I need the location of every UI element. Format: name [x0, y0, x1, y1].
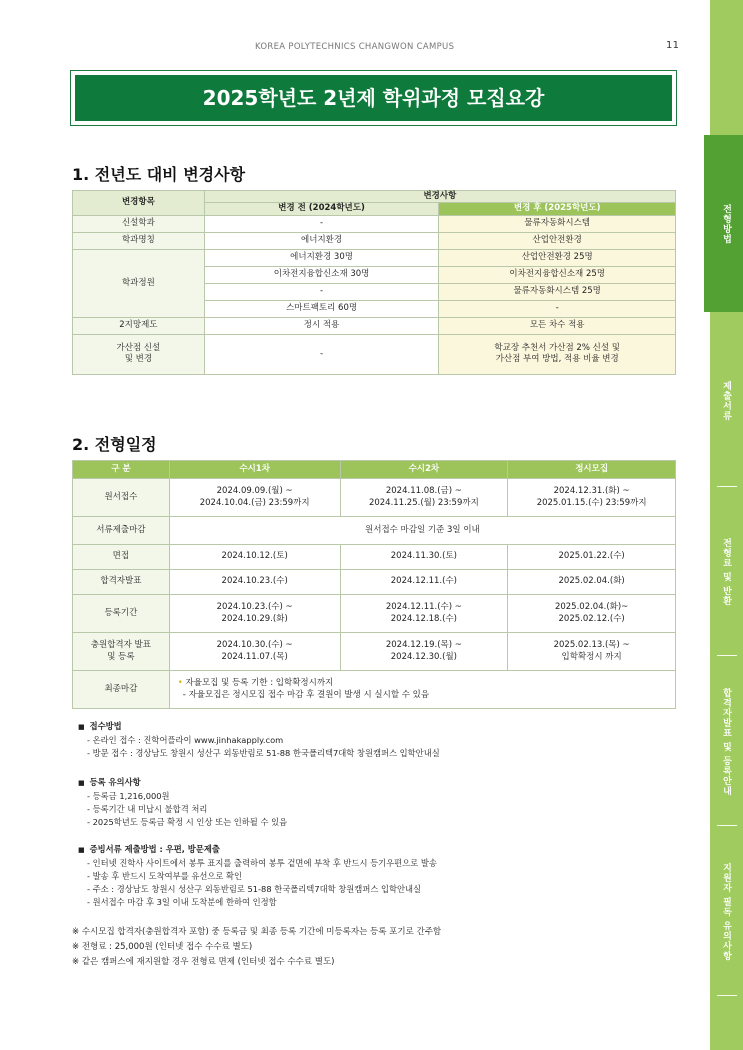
cell-before: - [204, 334, 439, 374]
cell-line: 입학확정시 까지 [561, 651, 622, 662]
cell-before: 스마트팩토리 60명 [204, 300, 439, 317]
row-label: 신설학과 [73, 215, 205, 232]
sidebar-tab-screening[interactable]: 전형방법 [721, 203, 731, 244]
row-label: 최종마감 [73, 671, 170, 709]
row-label-line: 가산점 신설 [116, 342, 161, 353]
note-item: - 주소 : 경상남도 창원시 성산구 외동반림로 51-88 한국폴리텍7대학 창원캠퍼스 입학안내실 [87, 884, 422, 894]
sidebar-tab-fee[interactable]: 전형료 및 반환 [721, 537, 731, 607]
row-label: 학과정원 [73, 249, 205, 317]
cell [169, 595, 340, 633]
cell-line: 2024.12.19.(목) ~ [385, 640, 462, 651]
cell [340, 633, 508, 671]
col-round1-header: 수시1차 [169, 461, 340, 479]
cell-line: - 자율모집은 정시모집 접수 마감 후 결원이 발생 시 실시할 수 있음 [182, 689, 430, 700]
cell-line: 2025.02.12.(수) [558, 613, 625, 624]
cell-line-text: 자율모집 및 등록 기한 : 입학확정시까지 [185, 678, 334, 689]
cell [508, 479, 676, 517]
col-category-header: 구 분 [73, 461, 170, 479]
cell-line: 2025.02.04.(화)~ [554, 602, 629, 613]
section1-heading: 1. 전년도 대비 변경사항 [72, 165, 246, 184]
cell-before: 이차전지융합신소재 30명 [204, 266, 439, 283]
sidebar-divider [717, 995, 737, 996]
row-label [73, 633, 170, 671]
row-label [73, 334, 205, 374]
cell-line: 2024.12.11.(수) ~ [385, 602, 462, 613]
sidebar-tab-notice[interactable]: 지원자 필독 유의사항 [721, 862, 731, 962]
row-label-line: 및 변경 [124, 354, 153, 365]
reference-note: ※ 같은 캠퍼스에 재지원할 경우 전형료 면제 (인터넷 접수 수수료 별도) [72, 957, 335, 967]
cell-line: 2024.12.30.(월) [390, 651, 457, 662]
cell-before: - [204, 215, 439, 232]
col-changes-header: 변경사항 [204, 191, 675, 203]
row-label: 등록기간 [73, 595, 170, 633]
note-item: - 발송 후 반드시 도착여부를 유선으로 확인 [87, 871, 243, 881]
notes-register [78, 776, 287, 829]
cell-before: - [204, 283, 439, 300]
cell-after: 물류자동화시스템 [439, 215, 676, 232]
cell-line: 2024.12.31.(화) ~ [553, 486, 630, 497]
row-label: 서류제출마감 [73, 517, 170, 545]
table-row [73, 517, 676, 545]
table-row [73, 570, 676, 595]
reference-note: ※ 수시모집 합격자(충원합격자 포함) 중 등록금 및 최종 등록 기간에 미등록자는 등록 포기로 간주함 [72, 927, 442, 937]
table-row [73, 633, 676, 671]
cell-after [439, 334, 676, 374]
note-title: ■ 접수방법 [78, 720, 440, 734]
reference-note: ※ 전형료 : 25,000원 (인터넷 접수 수수료 별도) [72, 942, 253, 952]
notes-apply [78, 720, 440, 760]
col-before-header: 변경 전 (2024학년도) [204, 203, 439, 215]
table-row [73, 545, 676, 570]
section2-heading: 2. 전형일정 [72, 435, 157, 454]
cell: 2024.10.12.(토) [169, 545, 340, 570]
sidebar-divider [717, 825, 737, 826]
table-row [73, 215, 676, 232]
cell-after: 산업안전환경 [439, 232, 676, 249]
row-label: 원서접수 [73, 479, 170, 517]
table-row [73, 595, 676, 633]
col-after-header: 변경 후 (2025학년도) [439, 203, 676, 215]
cell: 2025.01.22.(수) [508, 545, 676, 570]
table-row [73, 334, 676, 374]
campus-name: KOREA POLYTECHNICS CHANGWON CAMPUS [255, 42, 455, 52]
note-item: - 온라인 접수 : 진학어플라이 www.jinhakapply.com [87, 735, 284, 745]
schedule-table [72, 460, 676, 709]
cell-before: 에너지환경 30명 [204, 249, 439, 266]
cell-line: 2024.10.04.(금) 23:59까지 [199, 497, 310, 508]
cell-line [178, 678, 675, 689]
cell-after: 물류자동화시스템 25명 [439, 283, 676, 300]
cell [340, 595, 508, 633]
cell-after: - [439, 300, 676, 317]
cell [508, 633, 676, 671]
sidebar-tab-documents[interactable]: 제출서류 [721, 380, 731, 421]
page-number: 11 [666, 40, 680, 51]
cell-line: 2024.11.07.(목) [221, 651, 288, 662]
note-item: - 방문 접수 : 경상남도 창원시 성산구 외동반림로 51-88 한국폴리텍7대학 창원캠퍼스 입학안내실 [87, 748, 440, 758]
cell-after: 산업안전환경 25명 [439, 249, 676, 266]
cell-line: 2024.10.23.(수) ~ [216, 602, 293, 613]
page-title: 2025학년도 2년제 학위과정 모집요강 [75, 75, 672, 121]
row-label-line: 및 등록 [107, 651, 135, 662]
cell-line: 2024.11.25.(월) 23:59까지 [368, 497, 479, 508]
reference-notes [72, 925, 441, 970]
title-box [70, 70, 677, 126]
table-row [73, 317, 676, 334]
note-title: ■ 등록 유의사항 [78, 776, 287, 790]
cell-line: 가산점 부여 방법, 적용 비율 변경 [495, 354, 619, 365]
note-title: ■ 증빙서류 제출방법 : 우편, 방문제출 [78, 843, 437, 857]
cell-before: 에너지환경 [204, 232, 439, 249]
cell [508, 595, 676, 633]
cell [340, 479, 508, 517]
col-round2-header: 수시2차 [340, 461, 508, 479]
cell-line: 2025.01.15.(수) 23:59까지 [536, 497, 647, 508]
cell [169, 479, 340, 517]
cell-line: 2024.10.30.(수) ~ [216, 640, 293, 651]
row-label: 면접 [73, 545, 170, 570]
cell [169, 633, 340, 671]
note-item: - 등록금 1,216,000원 [87, 791, 170, 801]
sidebar-divider [717, 486, 737, 487]
row-label: 합격자발표 [73, 570, 170, 595]
row-label: 2지망제도 [73, 317, 205, 334]
notes-docs [78, 843, 437, 909]
cell-line: 2024.11.08.(금) ~ [385, 486, 462, 497]
cell: 2024.12.11.(수) [340, 570, 508, 595]
table-row [73, 479, 676, 517]
note-item: - 인터넷 진학사 사이트에서 봉투 표지를 출력하여 봉투 겉면에 부착 후 반드시 등기우편으로 발송 [87, 858, 437, 868]
row-label: 학과명칭 [73, 232, 205, 249]
cell-line: 2024.10.29.(화) [221, 613, 288, 624]
bullet-dot: • [177, 678, 183, 689]
cell-after: 이차전지융합신소재 25명 [439, 266, 676, 283]
cell-line: 2024.12.18.(수) [390, 613, 457, 624]
cell [169, 671, 675, 709]
changes-table [72, 190, 676, 375]
cell-line: 2024.09.09.(월) ~ [216, 486, 293, 497]
cell-before: 정시 적용 [204, 317, 439, 334]
row-label-line: 충원합격자 발표 [90, 640, 151, 651]
table-row [73, 671, 676, 709]
sidebar [710, 0, 743, 1050]
cell: 2025.02.04.(화) [508, 570, 676, 595]
col-regular-header: 정시모집 [508, 461, 676, 479]
cell-line: 2025.02.13.(목) ~ [553, 640, 630, 651]
col-item-header: 변경항목 [73, 191, 205, 216]
cell: 2024.11.30.(토) [340, 545, 508, 570]
table-row [73, 232, 676, 249]
cell-line: 학교장 추천서 가산점 2% 신설 및 [494, 342, 620, 353]
note-item: - 원서접수 마감 후 3일 이내 도착분에 한하여 인정함 [87, 897, 277, 907]
note-item: - 등록기간 내 미납시 불합격 처리 [87, 804, 208, 814]
sidebar-divider [717, 655, 737, 656]
cell: 원서접수 마감일 기준 3일 이내 [169, 517, 675, 545]
cell: 2024.10.23.(수) [169, 570, 340, 595]
sidebar-tab-results[interactable]: 합격자발표 및 등록안내 [721, 687, 731, 797]
cell-after: 모든 차수 적용 [439, 317, 676, 334]
note-item: - 2025학년도 등록금 확정 시 인상 또는 인하될 수 있음 [87, 817, 288, 827]
table-row [73, 249, 676, 266]
